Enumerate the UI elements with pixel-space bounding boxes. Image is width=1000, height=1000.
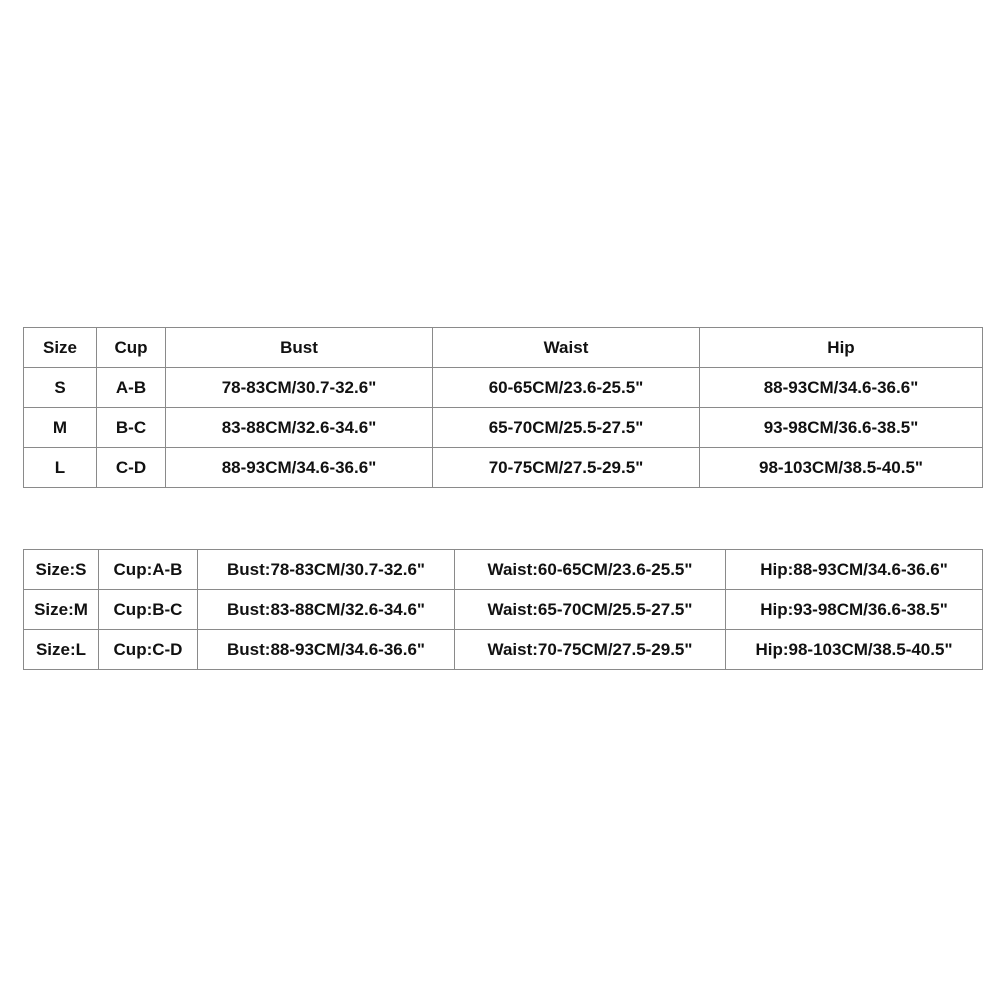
cell-bust: Bust:88-93CM/34.6-36.6"	[198, 630, 455, 670]
cell-bust: Bust:78-83CM/30.7-32.6"	[198, 550, 455, 590]
cell-waist: Waist:60-65CM/23.6-25.5"	[455, 550, 726, 590]
table-row	[24, 550, 983, 590]
header-waist: Waist	[433, 328, 700, 368]
cell-bust: 88-93CM/34.6-36.6"	[166, 448, 433, 488]
table-row	[24, 408, 983, 448]
header-size: Size	[24, 328, 97, 368]
cell-hip: Hip:93-98CM/36.6-38.5"	[726, 590, 983, 630]
table-row	[24, 630, 983, 670]
cell-size: L	[24, 448, 97, 488]
cell-cup: Cup:B-C	[99, 590, 198, 630]
cell-size: Size:S	[24, 550, 99, 590]
cell-hip: 88-93CM/34.6-36.6"	[700, 368, 983, 408]
cell-cup: A-B	[97, 368, 166, 408]
header-bust: Bust	[166, 328, 433, 368]
cell-bust: 83-88CM/32.6-34.6"	[166, 408, 433, 448]
cell-waist: 65-70CM/25.5-27.5"	[433, 408, 700, 448]
cell-size: Size:L	[24, 630, 99, 670]
size-chart-table	[23, 327, 983, 488]
cell-hip: Hip:98-103CM/38.5-40.5"	[726, 630, 983, 670]
cell-waist: 60-65CM/23.6-25.5"	[433, 368, 700, 408]
cell-bust: Bust:83-88CM/32.6-34.6"	[198, 590, 455, 630]
cell-size: M	[24, 408, 97, 448]
size-chart-inline-table	[23, 549, 983, 670]
table-row	[24, 590, 983, 630]
cell-hip: Hip:88-93CM/34.6-36.6"	[726, 550, 983, 590]
cell-cup: B-C	[97, 408, 166, 448]
cell-size: Size:M	[24, 590, 99, 630]
cell-waist: 70-75CM/27.5-29.5"	[433, 448, 700, 488]
header-cup: Cup	[97, 328, 166, 368]
cell-waist: Waist:70-75CM/27.5-29.5"	[455, 630, 726, 670]
table-row	[24, 368, 983, 408]
cell-cup: Cup:A-B	[99, 550, 198, 590]
table-row	[24, 448, 983, 488]
cell-waist: Waist:65-70CM/25.5-27.5"	[455, 590, 726, 630]
cell-size: S	[24, 368, 97, 408]
cell-bust: 78-83CM/30.7-32.6"	[166, 368, 433, 408]
cell-hip: 93-98CM/36.6-38.5"	[700, 408, 983, 448]
cell-cup: C-D	[97, 448, 166, 488]
cell-hip: 98-103CM/38.5-40.5"	[700, 448, 983, 488]
header-hip: Hip	[700, 328, 983, 368]
cell-cup: Cup:C-D	[99, 630, 198, 670]
table-header-row	[24, 328, 983, 368]
